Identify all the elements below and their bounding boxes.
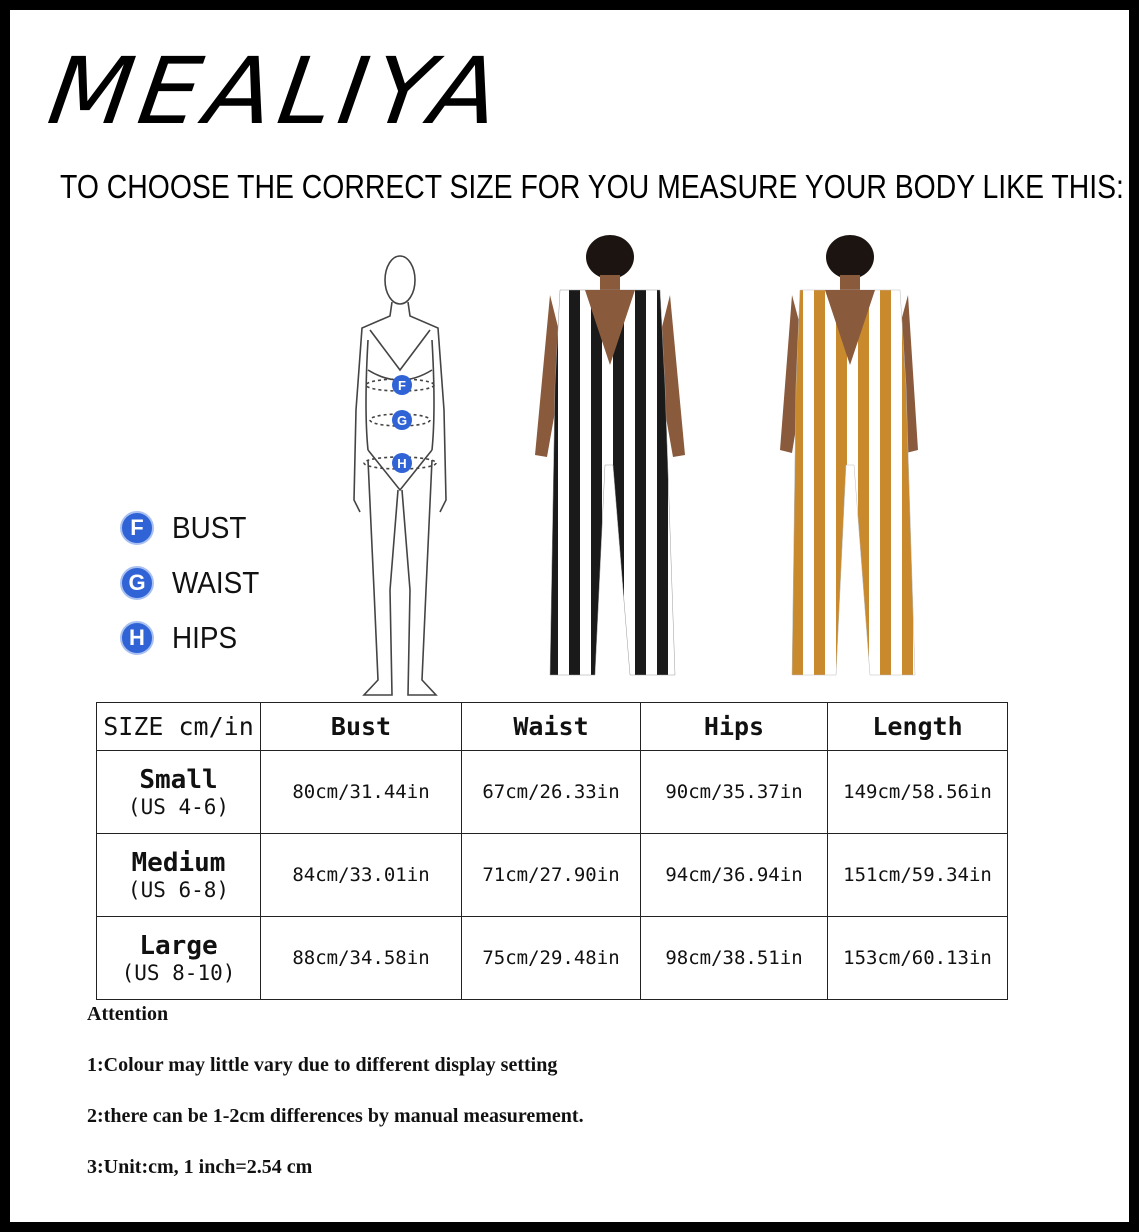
table-row [97,917,1008,1000]
table-row [97,751,1008,834]
waist-cell: 67cm/26.33in [462,751,641,834]
header-length: Length [828,703,1008,751]
size-name: Large [139,931,218,961]
svg-text:F: F [398,378,406,393]
header-size: SIZE cm/in [97,703,261,751]
header-hips: Hips [641,703,828,751]
svg-text:H: H [397,456,407,471]
legend-item-hips [120,620,244,656]
hips-cell: 98cm/38.51in [641,917,828,1000]
length-cell: 153cm/60.13in [828,917,1008,1000]
us-size: (US 8-10) [121,961,236,985]
bust-cell: 80cm/31.44in [261,751,462,834]
header-waist: Waist [462,703,641,751]
brand-logo: MEALIYA [42,38,513,145]
product-photo-black-stripes [525,235,695,695]
size-cell [97,917,261,1000]
legend-label: HIPS [172,620,238,655]
size-name: Medium [131,848,226,878]
size-cell [97,751,261,834]
hips-cell: 90cm/35.37in [641,751,828,834]
note-item: 3:Unit:cm, 1 inch=2.54 cm [87,1156,313,1178]
g-badge-icon: G [120,566,154,600]
header-bust: Bust [261,703,462,751]
heading: TO CHOOSE THE CORRECT SIZE FOR YOU MEASURE YOUR BODY LIKE THIS: [60,168,1124,205]
f-badge-icon: F [120,511,154,545]
size-table [96,702,1008,1000]
size-chart [10,10,1129,1222]
hips-cell: 94cm/36.94in [641,834,828,917]
legend-label: WAIST [172,565,260,600]
bust-cell: 84cm/33.01in [261,834,462,917]
us-size: (US 4-6) [127,795,230,819]
body-measurement-sketch [340,250,460,700]
legend-item-bust [120,510,255,546]
size-name: Small [139,765,218,795]
product-photo-gold-stripes [770,235,930,695]
table-row [97,834,1008,917]
waist-cell: 71cm/27.90in [462,834,641,917]
notes-title: Attention [87,1003,169,1025]
waist-cell: 75cm/29.48in [462,917,641,1000]
size-cell [97,834,261,917]
table-header-row [97,703,1008,751]
legend-label: BUST [172,510,247,545]
bust-cell: 88cm/34.58in [261,917,462,1000]
us-size: (US 6-8) [127,878,230,902]
legend-item-waist [120,565,269,601]
svg-text:G: G [396,413,408,428]
length-cell: 151cm/59.34in [828,834,1008,917]
h-badge-icon: H [120,621,154,655]
note-item: 2:there can be 1-2cm differences by manual measurement. [87,1105,584,1127]
note-item: 1:Colour may little vary due to different display setting [87,1054,558,1076]
length-cell: 149cm/58.56in [828,751,1008,834]
